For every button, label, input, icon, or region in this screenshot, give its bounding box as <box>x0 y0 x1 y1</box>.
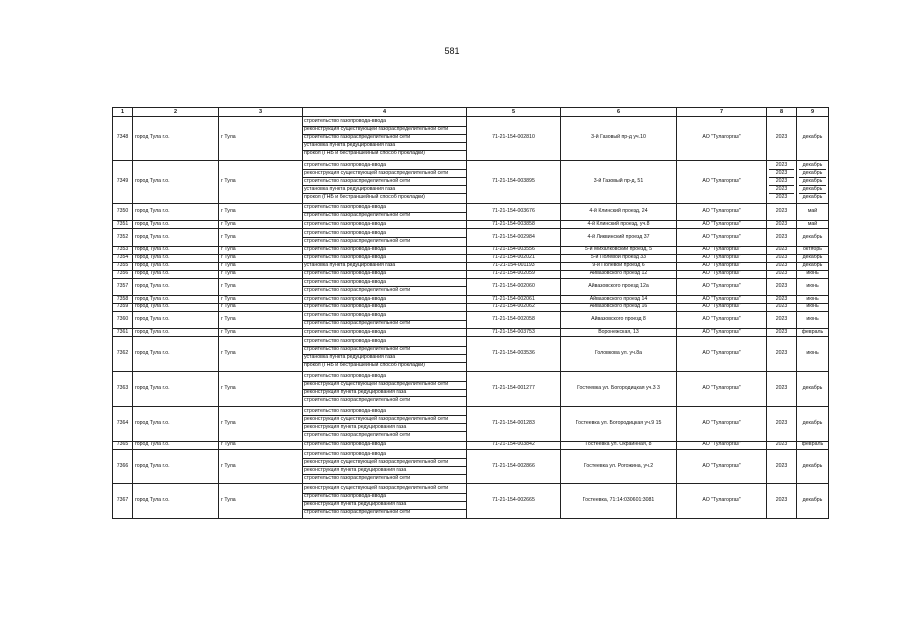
column-header: 2 <box>133 108 219 117</box>
work-type-item: строительство газопровода-ввода <box>304 303 387 310</box>
table-row <box>113 117 829 161</box>
cadastral-cell: 71-21-154-001277 <box>467 372 561 407</box>
month-item: декабрь <box>799 177 826 185</box>
organization-cell: АО "Тулагоргаз" <box>677 441 767 449</box>
year-item: 2023 <box>775 161 788 168</box>
month-cell: декабрь <box>797 484 829 519</box>
work-types-cell <box>303 229 467 246</box>
month-cell: декабрь <box>797 372 829 407</box>
work-types-cell <box>303 372 467 407</box>
settlement-cell: г Тула <box>219 160 303 204</box>
month-cell: июнь <box>797 278 829 295</box>
work-type-item: строительство газопровода-ввода <box>304 373 387 380</box>
month-cell: декабрь <box>797 262 829 270</box>
year-item: 2023 <box>769 169 794 177</box>
year-cell <box>767 160 797 204</box>
address-cell: Гостеевка, 71:14:030601:3081 <box>561 484 677 519</box>
column-header: 4 <box>303 108 467 117</box>
settlement-cell: г Тула <box>219 296 303 304</box>
municipality-cell: город Тула г.о. <box>133 160 219 204</box>
year-cell: 2023 <box>767 337 797 372</box>
month-cell: декабрь <box>797 254 829 262</box>
address-cell: 5-й Михалковский проезд, 5 <box>561 246 677 254</box>
settlement-cell: г Тула <box>219 372 303 407</box>
row-number: 7359 <box>113 303 133 311</box>
address-cell: 4-й Ликвинский проезд 37 <box>561 229 677 246</box>
municipality-cell: город Тула г.о. <box>133 311 219 328</box>
column-header: 9 <box>797 108 829 117</box>
work-type-item: строительство газопровода-ввода <box>304 161 387 168</box>
table-row <box>113 329 829 337</box>
year-item: 2023 <box>769 177 794 185</box>
municipality-cell: город Тула г.о. <box>133 303 219 311</box>
year-cell: 2023 <box>767 270 797 278</box>
work-type-item: установка пункта редуцирования газа <box>303 354 466 362</box>
settlement-cell: г Тула <box>219 262 303 270</box>
work-type-item: строительство газопровода-ввода <box>304 278 387 285</box>
table-row <box>113 406 829 441</box>
month-cell: июнь <box>797 270 829 278</box>
work-type-item: строительство газопровода-ввода <box>304 338 387 345</box>
cadastral-cell: 71-21-154-002810 <box>467 117 561 161</box>
municipality-cell: город Тула г.о. <box>133 262 219 270</box>
settlement-cell: г Тула <box>219 449 303 484</box>
work-type-item: строительство газораспределительной сети <box>303 177 466 185</box>
municipality-cell: город Тула г.о. <box>133 329 219 337</box>
organization-cell: АО "Тулагоргаз" <box>677 311 767 328</box>
month-item: декабрь <box>799 169 826 177</box>
work-type-item: реконструкция пункта редуцирования газа <box>303 466 466 474</box>
month-cell: июнь <box>797 337 829 372</box>
work-types-cell <box>303 278 467 295</box>
year-cell: 2023 <box>767 204 797 221</box>
settlement-cell: г Тула <box>219 406 303 441</box>
table-row <box>113 254 829 262</box>
work-type-item: реконструкция существующей газораспределительной сети <box>304 485 449 492</box>
work-type-item: строительство газопровода-ввода <box>304 295 387 302</box>
work-types-cell <box>303 262 467 270</box>
cadastral-cell: 71-21-154-003842 <box>467 441 561 449</box>
work-types-cell <box>303 329 467 337</box>
work-type-item: строительство газопровода-ввода <box>304 254 387 261</box>
address-cell: 4-й Клинский проезд, 24 <box>561 204 677 221</box>
work-type-item: реконструкция существующей газораспределительной сети <box>303 169 466 177</box>
organization-cell: АО "Тулагоргаз" <box>677 296 767 304</box>
organization-cell: АО "Тулагоргаз" <box>677 254 767 262</box>
month-cell: июнь <box>797 303 829 311</box>
table-row <box>113 372 829 407</box>
address-cell: Гостеевка ул. Богородицкая уч.9 15 <box>561 406 677 441</box>
month-cell: декабрь <box>797 117 829 161</box>
cadastral-cell: 71-21-154-001283 <box>467 406 561 441</box>
row-number: 7358 <box>113 296 133 304</box>
cadastral-cell: 71-21-154-002021 <box>467 254 561 262</box>
organization-cell: АО "Тулагоргаз" <box>677 246 767 254</box>
cadastral-cell: 71-21-154-002061 <box>467 296 561 304</box>
row-number: 7354 <box>113 254 133 262</box>
work-type-item: строительство газораспределительной сети <box>303 212 466 220</box>
work-type-item: реконструкция пункта редуцирования газа <box>303 389 466 397</box>
month-cell: май <box>797 221 829 229</box>
row-number: 7361 <box>113 329 133 337</box>
row-number: 7355 <box>113 262 133 270</box>
month-cell: июнь <box>797 296 829 304</box>
table-row <box>113 229 829 246</box>
work-type-item: строительство газопровода-ввода <box>304 441 387 448</box>
organization-cell: АО "Тулагоргаз" <box>677 329 767 337</box>
cadastral-cell: 71-21-154-001193 <box>467 262 561 270</box>
cadastral-cell: 71-21-154-003858 <box>467 221 561 229</box>
work-type-item: строительство газопровода-ввода <box>304 118 387 125</box>
address-cell: 9-й Полевой проезд 6 <box>561 262 677 270</box>
year-cell: 2023 <box>767 296 797 304</box>
cadastral-cell: 71-21-154-002665 <box>467 484 561 519</box>
row-number: 7365 <box>113 441 133 449</box>
year-cell: 2023 <box>767 484 797 519</box>
year-cell: 2023 <box>767 303 797 311</box>
month-cell: октябрь <box>797 246 829 254</box>
organization-cell: АО "Тулагоргаз" <box>677 303 767 311</box>
address-cell: 3-й Газовый пр-д, 51 <box>561 160 677 204</box>
municipality-cell: город Тула г.о. <box>133 221 219 229</box>
municipality-cell: город Тула г.о. <box>133 372 219 407</box>
work-type-item: реконструкция пункта редуцирования газа <box>303 423 466 431</box>
cadastral-cell: 71-21-154-002059 <box>467 270 561 278</box>
work-type-item: установка пункта редуцирования газа <box>304 262 396 269</box>
organization-cell: АО "Тулагоргаз" <box>677 229 767 246</box>
row-number: 7367 <box>113 484 133 519</box>
work-type-item: установка пункта редуцирования газа <box>303 142 466 150</box>
column-header: 7 <box>677 108 767 117</box>
work-type-item: строительство газораспределительной сети <box>303 396 466 404</box>
work-type-item: прокол (ГНБ и бестраншейный способ прокладки) <box>303 362 466 370</box>
table-row <box>113 204 829 221</box>
row-number: 7352 <box>113 229 133 246</box>
row-number: 7351 <box>113 221 133 229</box>
cadastral-cell: 71-21-154-003895 <box>467 160 561 204</box>
municipality-cell: город Тула г.о. <box>133 117 219 161</box>
work-types-cell <box>303 449 467 484</box>
work-type-item: строительство газораспределительной сети <box>303 320 466 328</box>
address-cell: Айвазовского проезд 12а <box>561 278 677 295</box>
work-type-item: прокол (ГНБ и бестраншейный способ прокладки) <box>303 150 466 158</box>
settlement-cell: г Тула <box>219 117 303 161</box>
municipality-cell: город Тула г.о. <box>133 296 219 304</box>
address-cell: Головкова ул. уч.8а <box>561 337 677 372</box>
organization-cell: АО "Тулагоргаз" <box>677 337 767 372</box>
work-types-cell <box>303 246 467 254</box>
row-number: 7364 <box>113 406 133 441</box>
municipality-cell: город Тула г.о. <box>133 337 219 372</box>
year-cell: 2023 <box>767 246 797 254</box>
municipality-cell: город Тула г.о. <box>133 270 219 278</box>
table-row <box>113 441 829 449</box>
address-cell: Воронежская, 13 <box>561 329 677 337</box>
organization-cell: АО "Тулагоргаз" <box>677 278 767 295</box>
work-type-item: прокол (ГНБ и бестраншейный способ прокладки) <box>303 193 466 201</box>
table-row <box>113 278 829 295</box>
row-number: 7363 <box>113 372 133 407</box>
organization-cell: АО "Тулагоргаз" <box>677 221 767 229</box>
organization-cell: АО "Тулагоргаз" <box>677 117 767 161</box>
municipality-cell: город Тула г.о. <box>133 441 219 449</box>
work-type-item: реконструкция существующей газораспределительной сети <box>303 415 466 423</box>
row-number: 7357 <box>113 278 133 295</box>
cadastral-cell: 71-21-154-002984 <box>467 229 561 246</box>
organization-cell: АО "Тулагоргаз" <box>677 449 767 484</box>
year-cell: 2023 <box>767 229 797 246</box>
work-type-item: строительство газораспределительной сети <box>303 474 466 482</box>
address-cell: Гостеевка ул. Окраинная, 8 <box>561 441 677 449</box>
settlement-cell: г Тула <box>219 303 303 311</box>
address-cell: Айвазовского проезд 16 <box>561 303 677 311</box>
month-item: декабрь <box>799 185 826 193</box>
month-cell <box>797 160 829 204</box>
organization-cell: АО "Тулагоргаз" <box>677 372 767 407</box>
row-number: 7350 <box>113 204 133 221</box>
settlement-cell: г Тула <box>219 278 303 295</box>
year-cell: 2023 <box>767 441 797 449</box>
year-cell: 2023 <box>767 311 797 328</box>
work-type-item: строительство газопровода-ввода <box>304 204 387 211</box>
year-cell: 2023 <box>767 221 797 229</box>
organization-cell: АО "Тулагоргаз" <box>677 406 767 441</box>
organization-cell: АО "Тулагоргаз" <box>677 484 767 519</box>
header-row <box>113 108 829 117</box>
settlement-cell: г Тула <box>219 270 303 278</box>
work-type-item: реконструкция существующей газораспределительной сети <box>303 126 466 134</box>
municipality-cell: город Тула г.о. <box>133 254 219 262</box>
cadastral-cell: 71-21-154-002058 <box>467 311 561 328</box>
work-types-cell <box>303 221 467 229</box>
address-cell: Айвазовского проезд 8 <box>561 311 677 328</box>
year-cell: 2023 <box>767 449 797 484</box>
cadastral-cell: 71-21-154-002060 <box>467 278 561 295</box>
row-number: 7353 <box>113 246 133 254</box>
settlement-cell: г Тула <box>219 337 303 372</box>
table-row <box>113 160 829 204</box>
cadastral-cell: 71-21-154-003753 <box>467 329 561 337</box>
table-row <box>113 337 829 372</box>
table-row <box>113 484 829 519</box>
month-item: декабрь <box>799 193 826 201</box>
address-cell: Гостеевка ул. Рогожина, уч.2 <box>561 449 677 484</box>
year-item: 2023 <box>769 185 794 193</box>
cadastral-cell: 71-21-154-002062 <box>467 303 561 311</box>
month-cell: декабрь <box>797 229 829 246</box>
work-types-cell <box>303 160 467 204</box>
settlement-cell: г Тула <box>219 229 303 246</box>
month-cell: февраль <box>797 441 829 449</box>
work-type-item: строительство газораспределительной сети <box>303 431 466 439</box>
year-cell: 2023 <box>767 406 797 441</box>
work-type-item: строительство газопровода-ввода <box>304 270 387 277</box>
work-type-item: строительство газопровода-ввода <box>304 328 387 335</box>
month-cell: декабрь <box>797 449 829 484</box>
work-types-cell <box>303 296 467 304</box>
column-header: 3 <box>219 108 303 117</box>
work-type-item: реконструкция существующей газораспределительной сети <box>303 381 466 389</box>
work-types-cell <box>303 406 467 441</box>
work-types-cell <box>303 484 467 519</box>
municipality-cell: город Тула г.о. <box>133 229 219 246</box>
work-types-cell <box>303 337 467 372</box>
settlement-cell: г Тула <box>219 204 303 221</box>
cadastral-cell: 71-21-154-003556 <box>467 246 561 254</box>
municipality-cell: город Тула г.о. <box>133 484 219 519</box>
municipality-cell: город Тула г.о. <box>133 246 219 254</box>
settlement-cell: г Тула <box>219 221 303 229</box>
organization-cell: АО "Тулагоргаз" <box>677 270 767 278</box>
work-type-item: строительство газораспределительной сети <box>303 286 466 294</box>
work-type-item: строительство газопровода-ввода <box>304 407 387 414</box>
cadastral-cell: 71-21-154-002866 <box>467 449 561 484</box>
column-header: 6 <box>561 108 677 117</box>
column-header: 5 <box>467 108 561 117</box>
work-type-item: строительство газопровода-ввода <box>304 229 387 236</box>
work-types-cell <box>303 441 467 449</box>
table-body <box>113 117 829 519</box>
column-header: 8 <box>767 108 797 117</box>
row-number: 7356 <box>113 270 133 278</box>
year-cell: 2023 <box>767 117 797 161</box>
municipality-cell: город Тула г.о. <box>133 406 219 441</box>
row-number: 7348 <box>113 117 133 161</box>
table-row <box>113 246 829 254</box>
municipality-cell: город Тула г.о. <box>133 204 219 221</box>
address-cell: Айвазовского проезд 12 <box>561 270 677 278</box>
work-types-cell <box>303 303 467 311</box>
organization-cell: АО "Тулагоргаз" <box>677 160 767 204</box>
address-cell: Айвазовского проезд 14 <box>561 296 677 304</box>
work-type-item: строительство газопровода-ввода <box>304 450 387 457</box>
address-cell: 3-й Газовый пр-д уч.10 <box>561 117 677 161</box>
page-number: 581 <box>444 46 460 56</box>
settlement-cell: г Тула <box>219 329 303 337</box>
settlement-cell: г Тула <box>219 311 303 328</box>
year-cell: 2023 <box>767 254 797 262</box>
work-type-item: строительство газопровода-ввода <box>304 220 387 227</box>
month-cell: февраль <box>797 329 829 337</box>
settlement-cell: г Тула <box>219 441 303 449</box>
table-row <box>113 270 829 278</box>
year-cell: 2023 <box>767 372 797 407</box>
work-type-item: строительство газораспределительной сети <box>303 237 466 245</box>
organization-cell: АО "Тулагоргаз" <box>677 204 767 221</box>
month-cell: май <box>797 204 829 221</box>
municipality-cell: город Тула г.о. <box>133 278 219 295</box>
work-types-cell <box>303 254 467 262</box>
year-cell: 2023 <box>767 262 797 270</box>
month-cell: июнь <box>797 311 829 328</box>
row-number: 7366 <box>113 449 133 484</box>
settlement-cell: г Тула <box>219 254 303 262</box>
table-row <box>113 311 829 328</box>
work-type-item: установка пункта редуцирования газа <box>303 185 466 193</box>
address-cell: Гостеевка ул. Богородицкая уч.3 3 <box>561 372 677 407</box>
work-type-item: строительство газопровода-ввода <box>304 312 387 319</box>
year-item: 2023 <box>769 193 794 201</box>
row-number: 7362 <box>113 337 133 372</box>
table-row <box>113 303 829 311</box>
table-row <box>113 221 829 229</box>
work-type-item: реконструкция пункта редуцирования газа <box>303 501 466 509</box>
work-types-cell <box>303 117 467 161</box>
work-type-item: реконструкция существующей газораспределительной сети <box>303 458 466 466</box>
cadastral-cell: 71-21-154-003536 <box>467 337 561 372</box>
municipality-cell: город Тула г.о. <box>133 449 219 484</box>
month-item: декабрь <box>802 161 823 168</box>
column-header: 1 <box>113 108 133 117</box>
cadastral-cell: 71-21-154-003676 <box>467 204 561 221</box>
organization-cell: АО "Тулагоргаз" <box>677 262 767 270</box>
table-row <box>113 262 829 270</box>
table-row <box>113 296 829 304</box>
table-row <box>113 449 829 484</box>
work-types-cell <box>303 270 467 278</box>
work-types-cell <box>303 204 467 221</box>
work-type-item: строительство газопровода-ввода <box>303 493 466 501</box>
row-number: 7360 <box>113 311 133 328</box>
work-types-cell <box>303 311 467 328</box>
year-cell: 2023 <box>767 329 797 337</box>
year-cell: 2023 <box>767 278 797 295</box>
work-type-item: строительство газопровода-ввода <box>304 246 387 253</box>
address-cell: 5-й Полевой проезд 33 <box>561 254 677 262</box>
gasification-table <box>112 107 829 519</box>
row-number: 7349 <box>113 160 133 204</box>
settlement-cell: г Тула <box>219 246 303 254</box>
work-type-item: строительство газораспределительной сети <box>303 134 466 142</box>
settlement-cell: г Тула <box>219 484 303 519</box>
work-type-item: строительство газораспределительной сети <box>303 509 466 517</box>
address-cell: 4-й Клинский проезд, уч.8 <box>561 221 677 229</box>
work-type-item: строительство газораспределительной сети <box>303 346 466 354</box>
month-cell: декабрь <box>797 406 829 441</box>
